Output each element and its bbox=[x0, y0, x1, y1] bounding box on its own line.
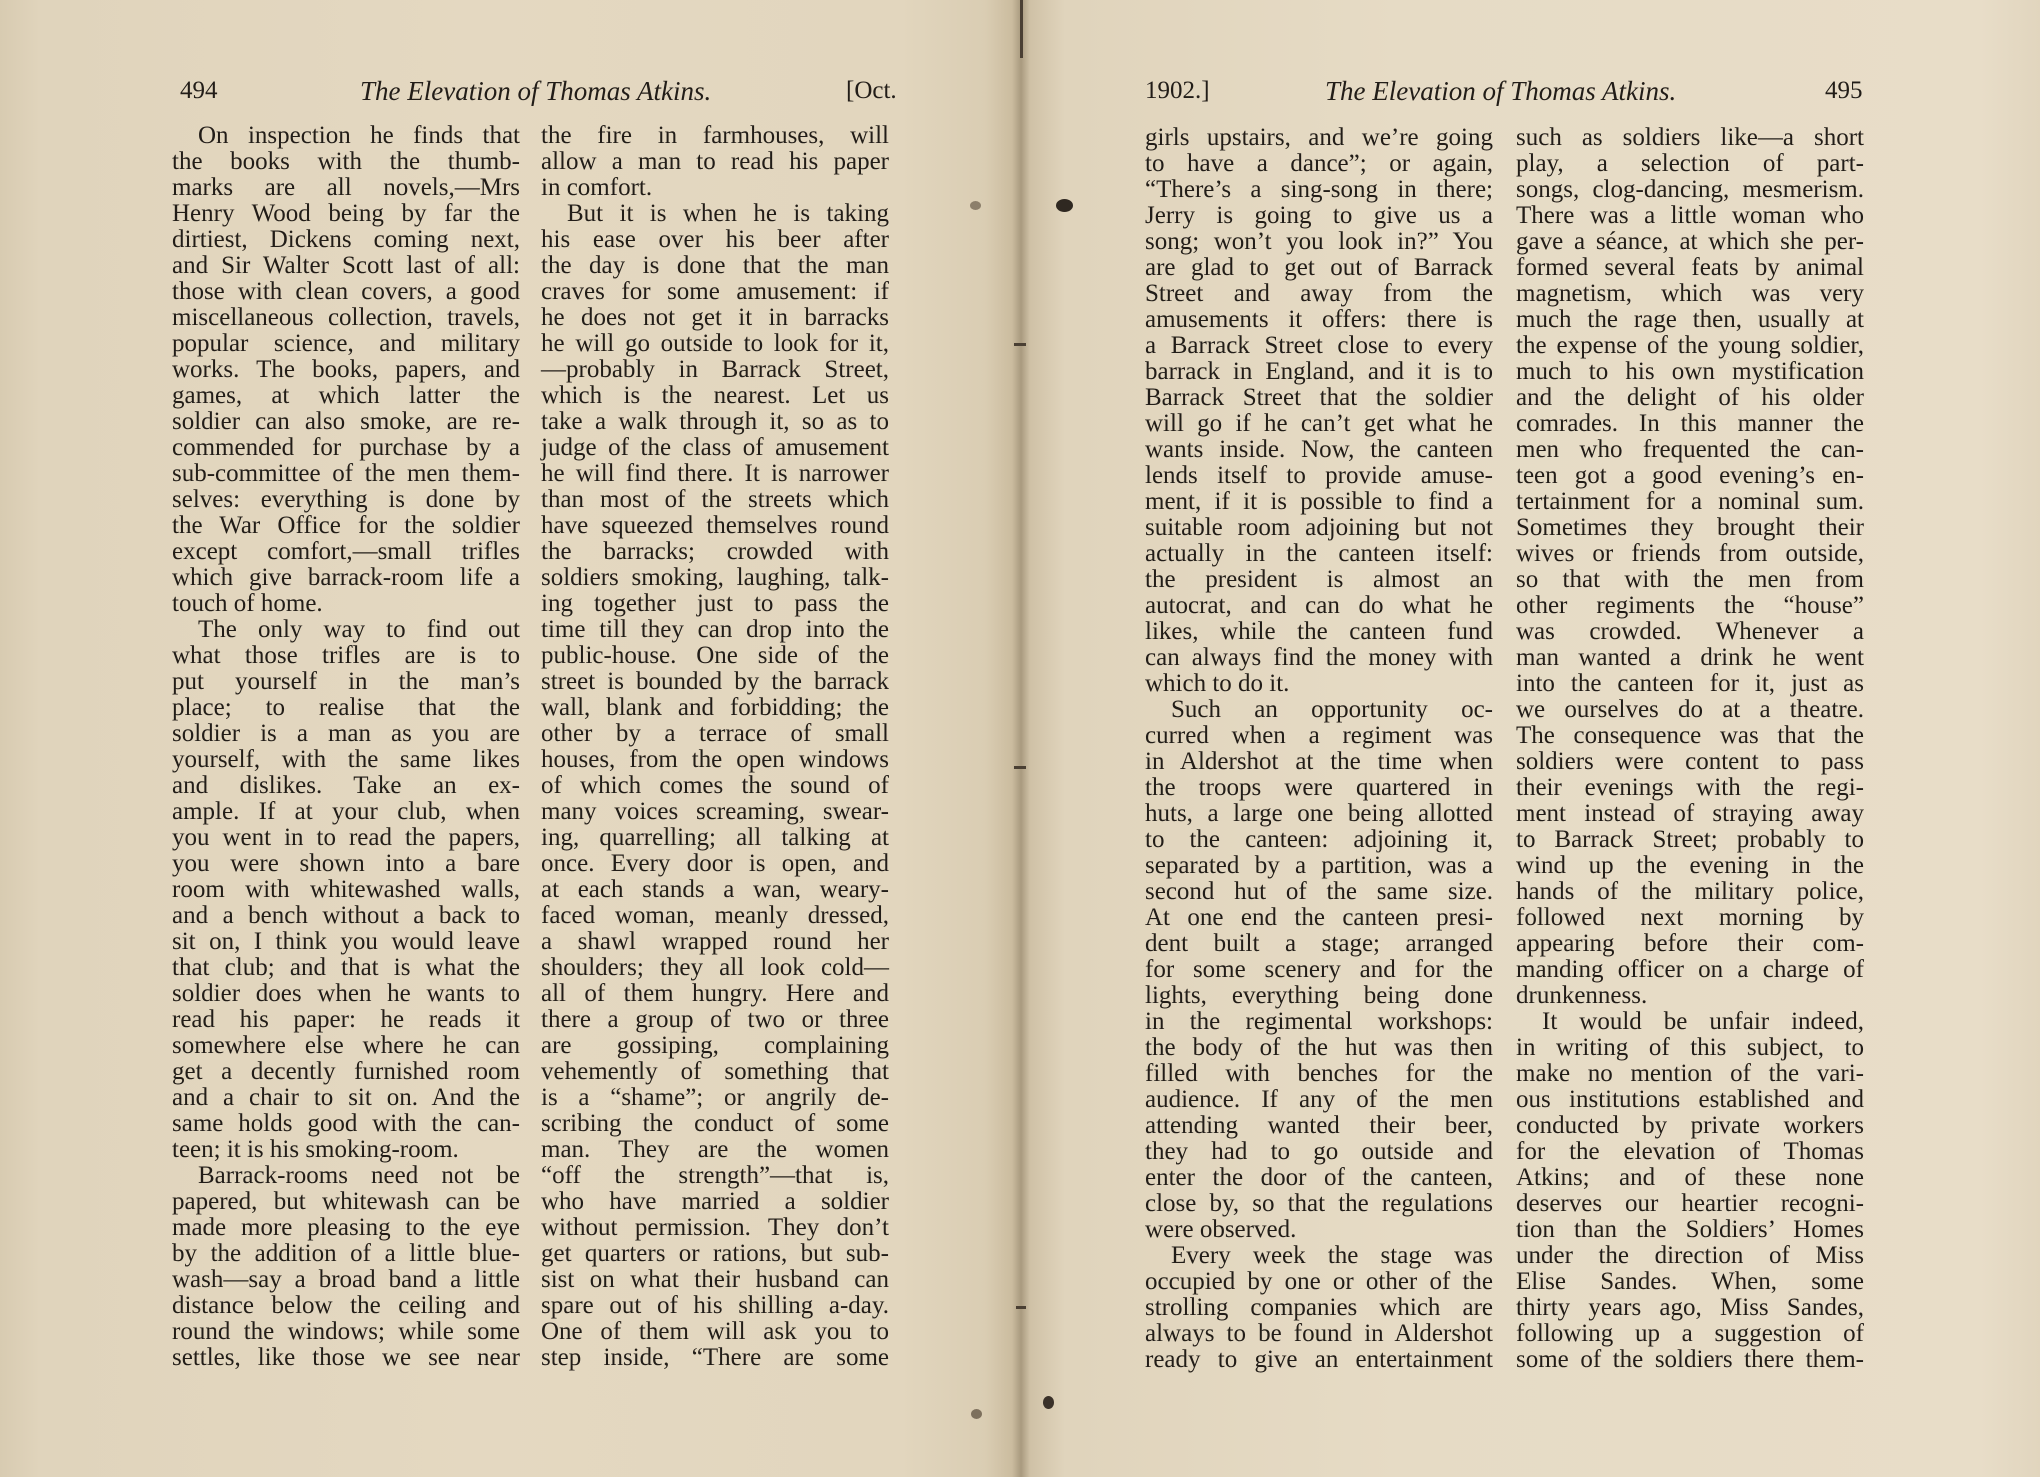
text-line: The only way to find out bbox=[198, 616, 520, 643]
spine-thread-mark bbox=[1014, 343, 1026, 346]
right-page bbox=[1021, 0, 2040, 1477]
text-line: ample. If at your club, when bbox=[172, 798, 520, 825]
text-line: yourself, with the same likes bbox=[172, 746, 520, 773]
text-line: close by, so that the regulations bbox=[1145, 1190, 1493, 1217]
text-line: gave a séance, at which she per- bbox=[1516, 228, 1864, 255]
text-line: On inspection he finds that bbox=[198, 122, 520, 149]
text-line: formed several feats by animal bbox=[1516, 254, 1864, 281]
text-line: soldier is a man as you are bbox=[172, 720, 520, 747]
text-line: soldier can also smoke, are re- bbox=[172, 408, 520, 435]
text-line: At one end the canteen presi- bbox=[1145, 904, 1493, 931]
text-line: for some scenery and for the bbox=[1145, 956, 1493, 983]
text-line: tion than the Soldiers’ Homes bbox=[1516, 1216, 1864, 1243]
text-line: all of them hungry. Here and bbox=[541, 980, 889, 1007]
text-line: which give barrack-room life a bbox=[172, 564, 520, 591]
text-line: “There’s a sing-song in there; bbox=[1145, 176, 1493, 203]
text-line: a Barrack Street close to every bbox=[1145, 332, 1493, 359]
text-line: in Aldershot at the time when bbox=[1145, 748, 1493, 775]
text-line: ready to give an entertainment bbox=[1145, 1346, 1493, 1373]
text-line: to have a dance”; or again, bbox=[1145, 150, 1493, 177]
text-line: there a group of two or three bbox=[541, 1006, 889, 1033]
text-line: those with clean covers, a good bbox=[172, 278, 520, 305]
text-line: teen got a good evening’s en- bbox=[1516, 462, 1864, 489]
text-line: tertainment for a nominal sum. bbox=[1516, 488, 1864, 515]
text-line: Jerry is going to give us a bbox=[1145, 202, 1493, 229]
text-line: amusements it offers: there is bbox=[1145, 306, 1493, 333]
page-number: 494 bbox=[180, 77, 218, 104]
text-line: so that with the men from bbox=[1516, 566, 1864, 593]
text-line: of which comes the sound of bbox=[541, 772, 889, 799]
text-line: and dislikes. Take an ex- bbox=[172, 772, 520, 799]
text-line: houses, from the open windows bbox=[541, 746, 889, 773]
text-line: men who frequented the can- bbox=[1516, 436, 1864, 463]
text-line: public-house. One side of the bbox=[541, 642, 889, 669]
page-number: 495 bbox=[1825, 77, 1863, 104]
text-line: likes, while the canteen fund bbox=[1145, 618, 1493, 645]
binding-hole-mark bbox=[1056, 199, 1073, 212]
text-line: at each stands a wan, weary- bbox=[541, 876, 889, 903]
text-line: and the delight of his older bbox=[1516, 384, 1864, 411]
text-line: strolling companies which are bbox=[1145, 1294, 1493, 1321]
text-line: vehemently of something that bbox=[541, 1058, 889, 1085]
text-column-2 bbox=[541, 123, 889, 1371]
text-line: appearing before their com- bbox=[1516, 930, 1864, 957]
text-line: lights, everything being done bbox=[1145, 982, 1493, 1009]
text-line: many voices screaming, swear- bbox=[541, 798, 889, 825]
text-line: they had to go outside and bbox=[1145, 1138, 1493, 1165]
text-line: he does not get it in barracks bbox=[541, 304, 889, 331]
text-line: made more pleasing to the eye bbox=[172, 1214, 520, 1241]
text-line: play, a selection of part- bbox=[1516, 150, 1864, 177]
text-line: dent built a stage; arranged bbox=[1145, 930, 1493, 957]
text-line: round the windows; while some bbox=[172, 1318, 520, 1345]
text-line: song; won’t you look in?” You bbox=[1145, 228, 1493, 255]
text-line: sit on, I think you would leave bbox=[172, 928, 520, 955]
text-column-1 bbox=[1145, 125, 1493, 1373]
text-line: selves: everything is done by bbox=[172, 486, 520, 513]
text-line: touch of home. bbox=[172, 590, 323, 617]
text-line: It would be unfair indeed, bbox=[1542, 1008, 1864, 1035]
text-line: deserves our heartier recogni- bbox=[1516, 1190, 1864, 1217]
text-line: Elise Sandes. When, some bbox=[1516, 1268, 1864, 1295]
text-line: is a “shame”; or angrily de- bbox=[541, 1084, 889, 1111]
text-line: are glad to get out of Barrack bbox=[1145, 254, 1493, 281]
text-line: man. They are the women bbox=[541, 1136, 889, 1163]
text-line: ment, if it is possible to find a bbox=[1145, 488, 1493, 515]
text-line: distance below the ceiling and bbox=[172, 1292, 520, 1319]
text-line: curred when a regiment was bbox=[1145, 722, 1493, 749]
text-line: the fire in farmhouses, will bbox=[541, 122, 889, 149]
text-line: was crowded. Whenever a bbox=[1516, 618, 1864, 645]
text-line: and Sir Walter Scott last of all: bbox=[172, 252, 520, 279]
text-line: Barrack Street that the soldier bbox=[1145, 384, 1493, 411]
text-line: soldier does when he wants to bbox=[172, 980, 520, 1007]
text-line: popular science, and military bbox=[172, 330, 520, 357]
text-line: step inside, “There are some bbox=[541, 1344, 889, 1371]
text-line: wives or friends from outside, bbox=[1516, 540, 1864, 567]
text-line: make no mention of the vari- bbox=[1516, 1060, 1864, 1087]
text-line: always to be found in Aldershot bbox=[1145, 1320, 1493, 1347]
text-column-1 bbox=[172, 123, 520, 1371]
spine-thread-mark bbox=[1014, 766, 1026, 769]
text-line: much the rage then, usually at bbox=[1516, 306, 1864, 333]
text-line: ing, quarrelling; all talking at bbox=[541, 824, 889, 851]
binding-hole-mark bbox=[1043, 1396, 1054, 1409]
text-line: ous institutions established and bbox=[1516, 1086, 1864, 1113]
text-line: the day is done that the man bbox=[541, 252, 889, 279]
running-title: The Elevation of Thomas Atkins. bbox=[1325, 76, 1677, 106]
text-line: wash—say a broad band a little bbox=[172, 1266, 520, 1293]
text-line: what those trifles are is to bbox=[172, 642, 520, 669]
text-line: girls upstairs, and we’re going bbox=[1145, 124, 1493, 151]
text-line: thirty years ago, Miss Sandes, bbox=[1516, 1294, 1864, 1321]
text-line: in the regimental workshops: bbox=[1145, 1008, 1493, 1035]
issue-date: [Oct. bbox=[846, 77, 897, 104]
text-line: Sometimes they brought their bbox=[1516, 514, 1864, 541]
text-line: teen; it is his smoking-room. bbox=[172, 1136, 459, 1163]
text-line: which is the nearest. Let us bbox=[541, 382, 889, 409]
text-line: we ourselves do at a theatre. bbox=[1516, 696, 1864, 723]
text-line: have squeezed themselves round bbox=[541, 512, 889, 539]
text-line: who have married a soldier bbox=[541, 1188, 889, 1215]
text-line: read his paper: he reads it bbox=[172, 1006, 520, 1033]
text-line: papered, but whitewash can be bbox=[172, 1188, 520, 1215]
text-line: —probably in Barrack Street, bbox=[541, 356, 889, 383]
text-line: such as soldiers like—a short bbox=[1516, 124, 1864, 151]
text-line: autocrat, and can do what he bbox=[1145, 592, 1493, 619]
text-line: hands of the military police, bbox=[1516, 878, 1864, 905]
text-line: barrack in England, and it is to bbox=[1145, 358, 1493, 385]
text-line: will go if he can’t get what he bbox=[1145, 410, 1493, 437]
binding-hole-mark bbox=[970, 201, 981, 210]
text-line: miscellaneous collection, travels, bbox=[172, 304, 520, 331]
text-line: to Barrack Street; probably to bbox=[1516, 826, 1864, 853]
text-line: scribing the conduct of some bbox=[541, 1110, 889, 1137]
text-line: into the canteen for it, just as bbox=[1516, 670, 1864, 697]
text-line: drunkenness. bbox=[1516, 982, 1648, 1009]
text-line: man wanted a drink he went bbox=[1516, 644, 1864, 671]
text-line: songs, clog-dancing, mesmerism. bbox=[1516, 176, 1864, 203]
text-line: the body of the hut was then bbox=[1145, 1034, 1493, 1061]
text-line: street is bounded by the barrack bbox=[541, 668, 889, 695]
text-line: audience. If any of the men bbox=[1145, 1086, 1493, 1113]
text-line: magnetism, which was very bbox=[1516, 280, 1864, 307]
text-line: soldiers were content to pass bbox=[1516, 748, 1864, 775]
text-line: craves for some amusement: if bbox=[541, 278, 889, 305]
text-line: take a walk through it, so as to bbox=[541, 408, 889, 435]
text-line: occupied by one or other of the bbox=[1145, 1268, 1493, 1295]
text-line: ing together just to pass the bbox=[541, 590, 889, 617]
text-line: dirtiest, Dickens coming next, bbox=[172, 226, 520, 253]
text-line: Street and away from the bbox=[1145, 280, 1493, 307]
text-line: get quarters or rations, but sub- bbox=[541, 1240, 889, 1267]
text-line: the president is almost an bbox=[1145, 566, 1493, 593]
text-line: allow a man to read his paper bbox=[541, 148, 889, 175]
text-line: Atkins; and of these none bbox=[1516, 1164, 1864, 1191]
text-line: in comfort. bbox=[541, 174, 653, 201]
text-line: wind up the evening in the bbox=[1516, 852, 1864, 879]
text-line: to the canteen: adjoining it, bbox=[1145, 826, 1493, 853]
text-line: One of them will ask you to bbox=[541, 1318, 889, 1345]
text-line: get a decently furnished room bbox=[172, 1058, 520, 1085]
text-line: faced woman, meanly dressed, bbox=[541, 902, 889, 929]
text-line: the books with the thumb- bbox=[172, 148, 520, 175]
text-line: lends itself to provide amuse- bbox=[1145, 462, 1493, 489]
text-line: he will find there. It is narrower bbox=[541, 460, 889, 487]
text-line: you went in to read the papers, bbox=[172, 824, 520, 851]
text-line: separated by a partition, was a bbox=[1145, 852, 1493, 879]
text-line: wall, blank and forbidding; the bbox=[541, 694, 889, 721]
text-line: There was a little woman who bbox=[1516, 202, 1864, 229]
text-line: manding officer on a charge of bbox=[1516, 956, 1864, 983]
issue-date: 1902.] bbox=[1145, 77, 1210, 104]
spine-thread-mark bbox=[1020, 0, 1023, 58]
text-line: and a chair to sit on. And the bbox=[172, 1084, 520, 1111]
text-line: except comfort,—small trifles bbox=[172, 538, 520, 565]
text-line: than most of the streets which bbox=[541, 486, 889, 513]
text-line: ment instead of straying away bbox=[1516, 800, 1864, 827]
text-line: and a bench without a back to bbox=[172, 902, 520, 929]
text-line: Every week the stage was bbox=[1171, 1242, 1493, 1269]
text-line: some of the soldiers there them- bbox=[1516, 1346, 1864, 1373]
text-line: settles, like those we see near bbox=[172, 1344, 520, 1371]
text-line: time till they can drop into the bbox=[541, 616, 889, 643]
text-line: once. Every door is open, and bbox=[541, 850, 889, 877]
text-line: the expense of the young soldier, bbox=[1516, 332, 1864, 359]
text-line: by the addition of a little blue- bbox=[172, 1240, 520, 1267]
text-line: that club; and that is what the bbox=[172, 954, 520, 981]
text-line: soldiers smoking, laughing, talk- bbox=[541, 564, 889, 591]
text-line: put yourself in the man’s bbox=[172, 668, 520, 695]
text-line: a shawl wrapped round her bbox=[541, 928, 889, 955]
text-line: But it is when he is taking bbox=[567, 200, 889, 227]
text-line: shoulders; they all look cold— bbox=[541, 954, 889, 981]
text-line: which to do it. bbox=[1145, 670, 1290, 697]
text-line: can always find the money with bbox=[1145, 644, 1493, 671]
text-line: The consequence was that the bbox=[1516, 722, 1864, 749]
text-line: their evenings with the regi- bbox=[1516, 774, 1864, 801]
text-line: place; to realise that the bbox=[172, 694, 520, 721]
text-line: suitable room adjoining but not bbox=[1145, 514, 1493, 541]
text-line: huts, a large one being allotted bbox=[1145, 800, 1493, 827]
text-line: “off the strength”—that is, bbox=[541, 1162, 889, 1189]
text-line: were observed. bbox=[1145, 1216, 1297, 1243]
text-line: other by a terrace of small bbox=[541, 720, 889, 747]
text-line: somewhere else where he can bbox=[172, 1032, 520, 1059]
text-line: Barrack-rooms need not be bbox=[198, 1162, 520, 1189]
text-line: for the elevation of Thomas bbox=[1516, 1138, 1864, 1165]
text-line: games, at which latter the bbox=[172, 382, 520, 409]
text-line: the War Office for the soldier bbox=[172, 512, 520, 539]
text-line: works. The books, papers, and bbox=[172, 356, 520, 383]
text-line: second hut of the same size. bbox=[1145, 878, 1493, 905]
text-line: attending wanted their beer, bbox=[1145, 1112, 1493, 1139]
text-line: judge of the class of amusement bbox=[541, 434, 889, 461]
text-line: you were shown into a bare bbox=[172, 850, 520, 877]
text-line: following up a suggestion of bbox=[1516, 1320, 1864, 1347]
text-line: he will go outside to look for it, bbox=[541, 330, 889, 357]
text-line: Such an opportunity oc- bbox=[1171, 696, 1493, 723]
text-line: his ease over his beer after bbox=[541, 226, 889, 253]
text-column-2 bbox=[1516, 125, 1864, 1373]
binding-hole-mark bbox=[971, 1409, 982, 1419]
running-title: The Elevation of Thomas Atkins. bbox=[360, 76, 712, 106]
text-line: comrades. In this manner the bbox=[1516, 410, 1864, 437]
text-line: followed next morning by bbox=[1516, 904, 1864, 931]
text-line: conducted by private workers bbox=[1516, 1112, 1864, 1139]
text-line: commended for purchase by a bbox=[172, 434, 520, 461]
text-line: sist on what their husband can bbox=[541, 1266, 889, 1293]
text-line: enter the door of the canteen, bbox=[1145, 1164, 1493, 1191]
text-line: actually in the canteen itself: bbox=[1145, 540, 1493, 567]
text-line: Henry Wood being by far the bbox=[172, 200, 520, 227]
spine-thread-mark bbox=[1016, 1306, 1026, 1309]
text-line: in writing of this subject, to bbox=[1516, 1034, 1864, 1061]
text-line: marks are all novels,—Mrs bbox=[172, 174, 520, 201]
text-line: spare out of his shilling a-day. bbox=[541, 1292, 889, 1319]
text-line: under the direction of Miss bbox=[1516, 1242, 1864, 1269]
text-line: the barracks; crowded with bbox=[541, 538, 889, 565]
text-line: filled with benches for the bbox=[1145, 1060, 1493, 1087]
text-line: other regiments the “house” bbox=[1516, 592, 1864, 619]
text-line: room with whitewashed walls, bbox=[172, 876, 520, 903]
text-line: same holds good with the can- bbox=[172, 1110, 520, 1137]
text-line: much to his own mystification bbox=[1516, 358, 1864, 385]
text-line: without permission. They don’t bbox=[541, 1214, 889, 1241]
text-line: the troops were quartered in bbox=[1145, 774, 1493, 801]
text-line: sub-committee of the men them- bbox=[172, 460, 520, 487]
text-line: wants inside. Now, the canteen bbox=[1145, 436, 1493, 463]
text-line: are gossiping, complaining bbox=[541, 1032, 889, 1059]
